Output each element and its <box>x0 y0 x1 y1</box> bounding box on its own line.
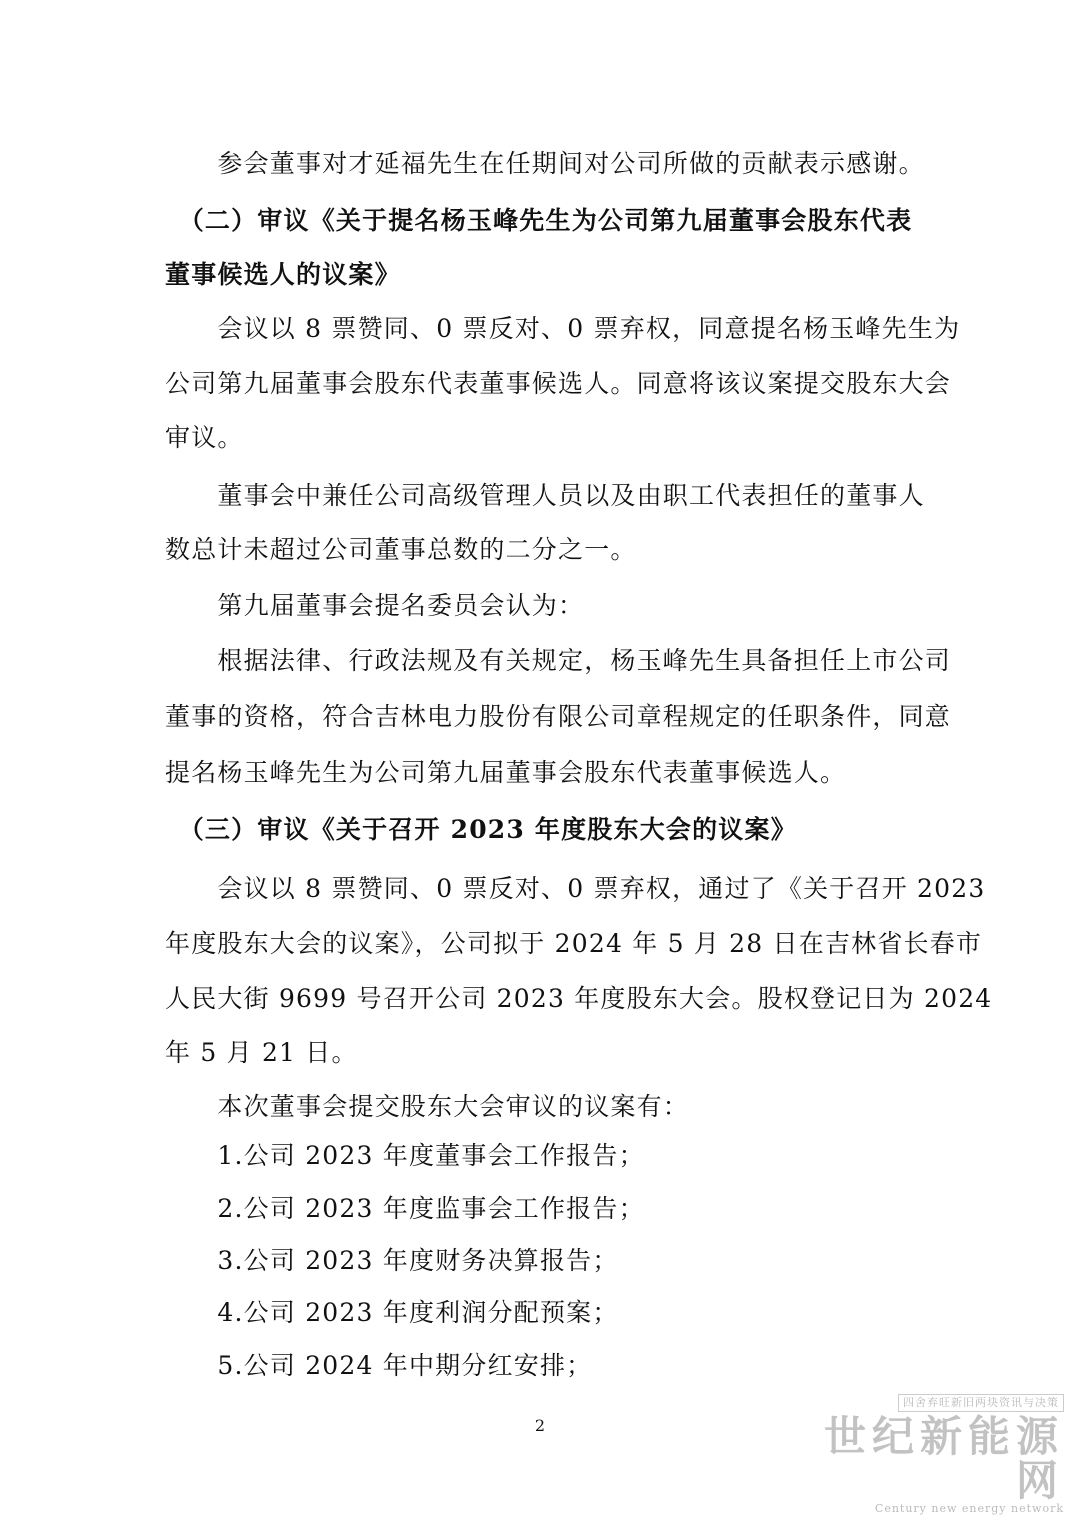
paragraph-committee-opinion-line2: 董事的资格，符合吉林电力股份有限公司章程规定的任职条件，同意 <box>165 702 952 731</box>
paragraph-committee-intro: 第九届董事会提名委员会认为： <box>165 591 585 620</box>
page-number: 2 <box>534 1416 546 1435</box>
paragraph-committee-opinion-line1: 根据法律、行政法规及有关规定，杨玉峰先生具备担任上市公司 <box>165 646 952 675</box>
agenda-item-3: 3.公司 2023 年度财务决算报告； <box>165 1246 619 1275</box>
paragraph-vote-1-line2: 公司第九届董事会股东代表董事候选人。同意将该议案提交股东大会 <box>165 369 952 398</box>
section-heading-2-line2: 董事候选人的议案》 <box>165 260 401 289</box>
watermark-sub-text: Century new energy network <box>874 1502 1064 1515</box>
agenda-item-2: 2.公司 2023 年度监事会工作报告； <box>165 1194 645 1223</box>
paragraph-vote-1-line3: 审议。 <box>165 423 244 452</box>
section-heading-3: （三）审议《关于召开 2023 年度股东大会的议案》 <box>165 815 797 844</box>
paragraph-vote-2-line1: 会议以 8 票赞同、0 票反对、0 票弃权，通过了《关于召开 2023 <box>165 874 986 903</box>
paragraph-board-composition-line1: 董事会中兼任公司高级管理人员以及由职工代表担任的董事人 <box>165 481 925 510</box>
agenda-item-1: 1.公司 2023 年度董事会工作报告； <box>165 1141 645 1170</box>
paragraph-vote-2-line2: 年度股东大会的议案》，公司拟于 2024 年 5 月 28 日在吉林省长春市 <box>165 929 983 958</box>
watermark-logo <box>824 1391 1064 1515</box>
watermark-top-text: 四舍弃旺新旧两块资讯与决策 <box>898 1394 1064 1412</box>
paragraph-agenda-intro: 本次董事会提交股东大会审议的议案有： <box>165 1092 690 1121</box>
paragraph-vote-1-line1: 会议以 8 票赞同、0 票反对、0 票弃权，同意提名杨玉峰先生为 <box>165 314 961 343</box>
paragraph-thanks: 参会董事对才延福先生在任期间对公司所做的贡献表示感谢。 <box>165 149 925 178</box>
paragraph-board-composition-line2: 数总计未超过公司董事总数的二分之一。 <box>165 535 637 564</box>
paragraph-committee-opinion-line3: 提名杨玉峰先生为公司第九届董事会股东代表董事候选人。 <box>165 758 847 787</box>
paragraph-vote-2-line3: 人民大街 9699 号召开公司 2023 年度股东大会。股权登记日为 2024 <box>165 984 993 1013</box>
paragraph-vote-2-line4: 年 5 月 21 日。 <box>165 1038 358 1067</box>
agenda-item-5: 5.公司 2024 年中期分红安排； <box>165 1351 593 1380</box>
watermark-main-text: 世纪新能源网 <box>824 1412 1065 1505</box>
agenda-item-4: 4.公司 2023 年度利润分配预案； <box>165 1298 619 1327</box>
section-heading-2-line1: （二）审议《关于提名杨玉峰先生为公司第九届董事会股东代表 <box>165 206 913 235</box>
